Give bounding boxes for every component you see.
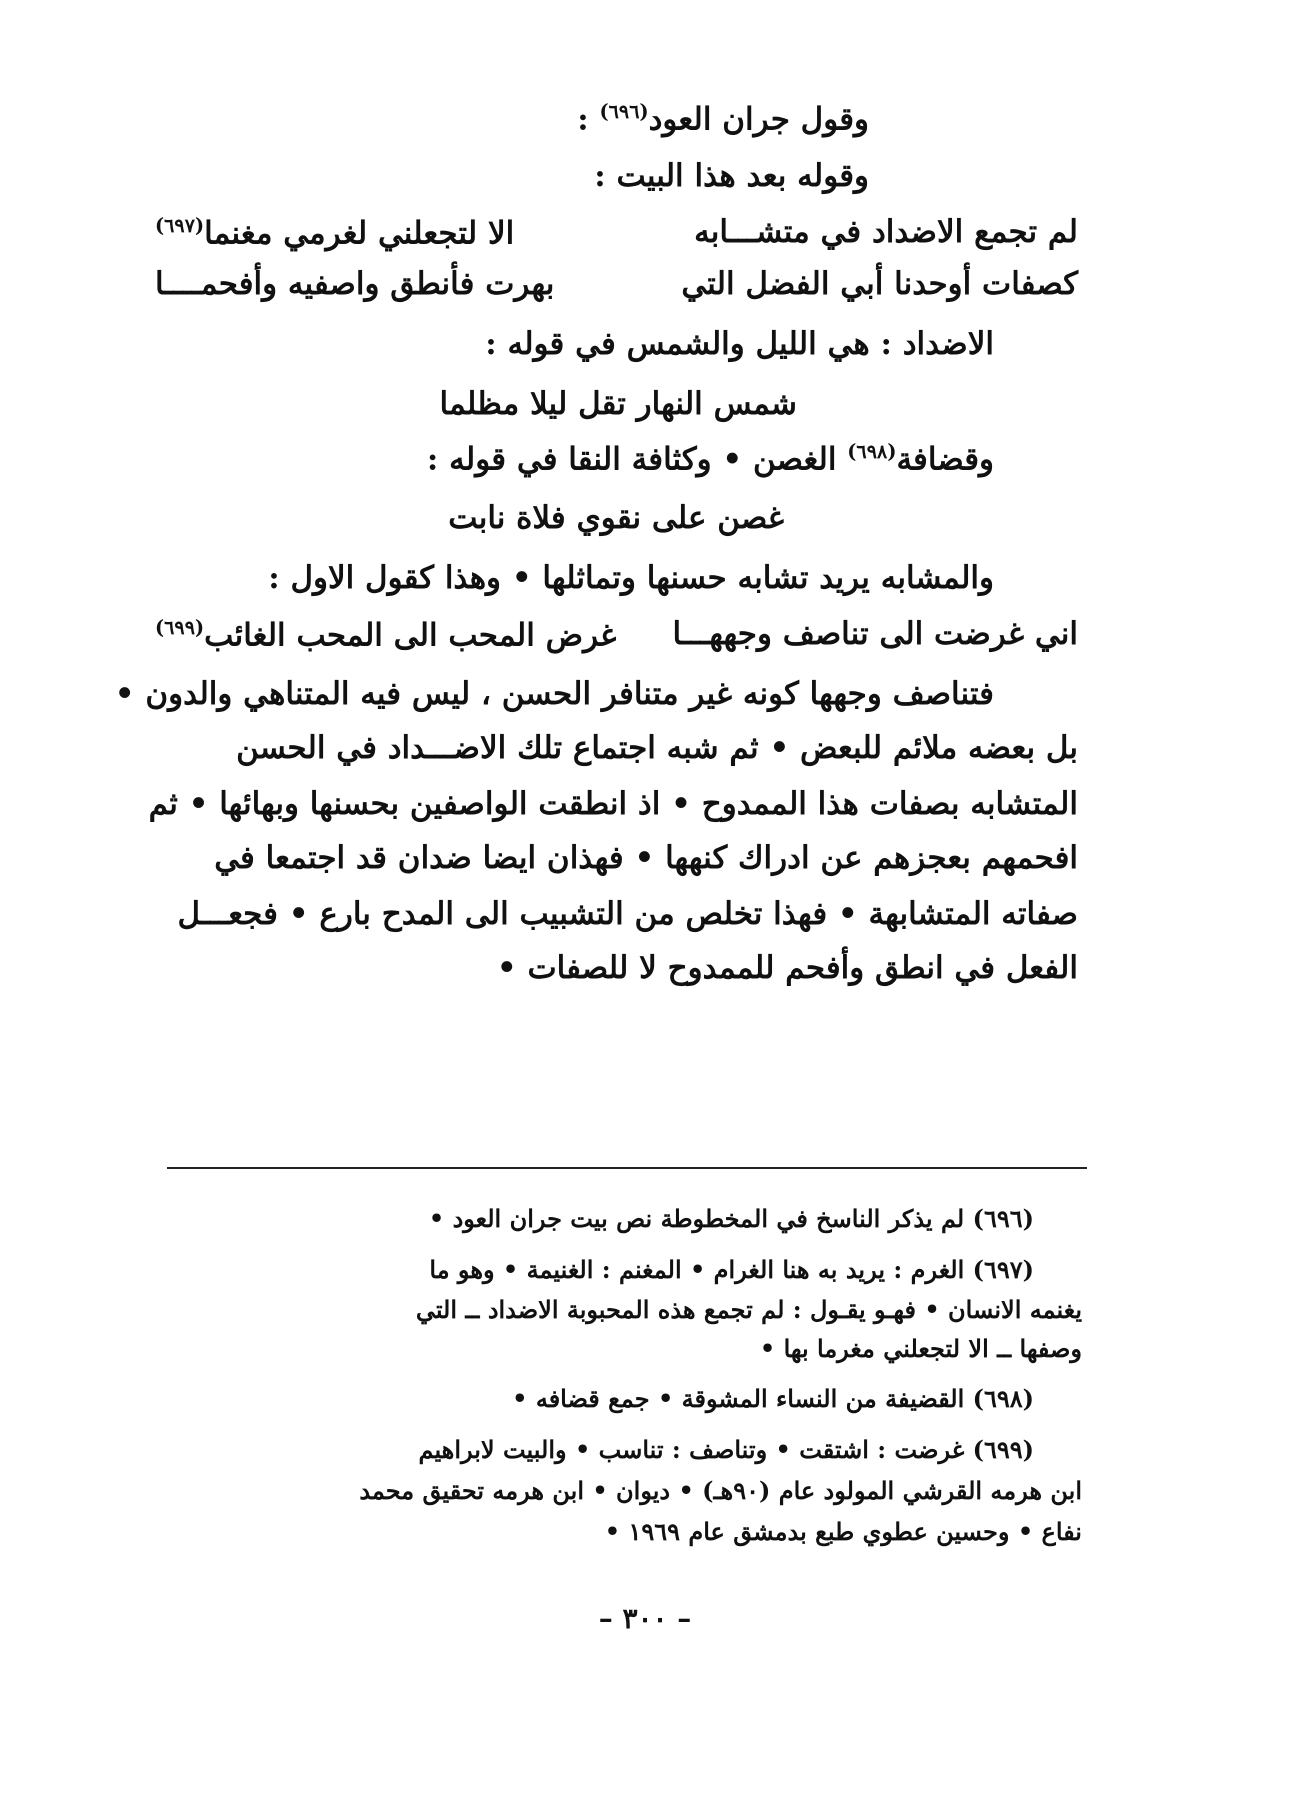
verse1-right-hemistich: لم تجمع الاضداد في متشـــابه [694,214,1078,250]
verse3-right-hemistich: اني غرضت الى تناصف وجههـــا [672,616,1078,652]
paragraph-line-4: افحمهم بعجزهم عن ادراك كنهها • فهذان ايضا ضدان قد اجتمعا في [214,840,1078,876]
paragraph-line-5: صفاته المتشابهة • فهذا تخلص من التشبيب الى المدح بارع • فجعـــل [177,896,1078,932]
line-after-verse: وقوله بعد هذا البيت : [594,158,869,194]
line-shams-al-nahar: شمس النهار تقل ليلا مظلما [439,386,797,422]
verse2-right-hemistich: كصفات أوحدنا أبي الفضل التي [681,266,1078,302]
line-mutashabih: والمشابه يريد تشابه حسنها وتماثلها • وهذا كقول الاول : [268,560,994,596]
footnote-696: (٦٩٦) لم يذكر الناسخ في المخطوطة نص بيت جران العود • [428,1204,1034,1233]
paragraph-line-6: الفعل في انطق وأفحم للممدوح لا للصفات • [496,950,1078,986]
line-tail: الغصن • وكثافة النقا في قوله : [426,441,848,478]
paragraph-line-1: فتناصف وجهها كونه غير متنافر الحسن ، ليس فيه المتناهي والدون • [114,676,994,712]
line-tail: : [577,101,600,138]
footnote-697-line-2: يغنمه الانسان • فهـو يقـول : لم تجمع هذه المحبوبة الاضداد ــ التي [415,1295,1082,1324]
footnote-697-line-3: وصفها ــ الا لتجعلني مغرما بها • [759,1334,1082,1363]
hemistich-text: الا لتجعلني لغرمي مغنما [204,215,515,252]
line-ghusn: غصن على نقوي فلاة نابت [448,500,784,536]
footnote-697-line-1: (٦٩٧) الغرم : يريد به هنا الغرام • المغنم : الغنيمة • وهو ما [429,1255,1034,1284]
hemistich-text: غرض المحب الى المحب الغائب [204,617,617,654]
footnote-ref: (٦٩٨) [847,440,897,463]
line-addad: الاضداد : هي الليل والشمس في قوله : [485,326,994,362]
footnote-ref: (٦٩٦) [599,100,649,123]
footnote-699-line-1: (٦٩٩) غرضت : اشتقت • وتناصف : تناسب • والبيت لابراهيم [418,1435,1034,1464]
line-text: وقول جران العود [648,101,869,138]
paragraph-line-2: بل بعضه ملائم للبعض • ثم شبه اجتماع تلك الاضـــداد في الحسن [236,730,1078,766]
footnote-ref: (٦٩٧) [155,214,205,237]
footnote-ref: (٦٩٩) [155,616,205,639]
line-qadafa [427,440,994,479]
verse2-left-hemistich: بهرت فأنطق واصفيه وأفحمــــا [155,266,555,302]
footnote-699-line-3: نفاع • وحسين عطوي طبع بدمشق عام ١٩٦٩ • [604,1517,1082,1546]
page-number: – ٣٠٠ – [598,1602,692,1635]
verse1-left-hemistich [155,214,514,253]
paragraph-line-3: المتشابه بصفات هذا الممدوح • اذ انطقت الواصفين بحسنها وبهائها • ثم [148,786,1078,822]
verse3-left-hemistich [155,616,616,655]
footnote-separator [167,1167,1087,1169]
footnote-699-line-2: ابن هرمه القرشي المولود عام (٩٠هـ) • ديوان • ابن هرمه تحقيق محمد [359,1476,1082,1505]
line-head: وقضافة [896,441,994,478]
line-jiran-al-awd [577,100,869,139]
footnote-698: (٦٩٨) القضيفة من النساء المشوقة • جمع قضافه • [512,1384,1034,1413]
